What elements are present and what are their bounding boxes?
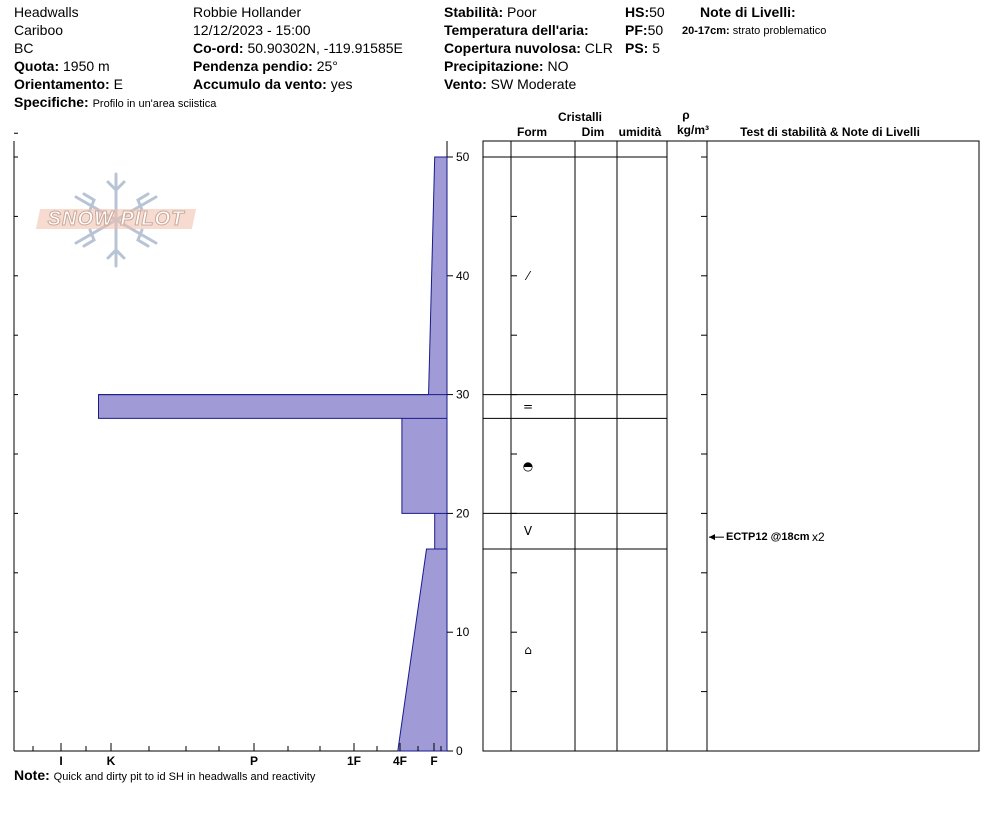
wind-value: SW Moderate: [490, 76, 577, 92]
specifics-value: Profilo in un'area sciistica: [92, 98, 217, 110]
layer-note-depth: 20-17cm:: [682, 25, 730, 37]
test-arrow-head: [709, 534, 715, 540]
region: Cariboo: [14, 22, 64, 38]
grain-form-symbol: ⁄: [526, 268, 530, 283]
wind-loading-value: yes: [330, 76, 353, 92]
hardness-tick-label: 4F: [392, 754, 408, 768]
coords-value: 50.90302N, -119.91585E: [247, 40, 403, 56]
elevation-value: 1950 m: [63, 58, 110, 74]
depth-tick-label: 30: [456, 387, 470, 402]
slope-label: Pendenza pendio:: [193, 58, 313, 74]
specifics-label: Specifiche:: [14, 94, 89, 110]
note-label: Note:: [14, 767, 50, 783]
depth-tick-label: 20: [456, 506, 470, 521]
depth-tick-label: 0: [456, 744, 463, 758]
datetime: 12/12/2023 - 15:00: [193, 22, 311, 38]
pf-label: PF:: [625, 22, 648, 38]
moisture-header: umidità: [618, 125, 662, 139]
rho-header: ρ: [682, 108, 690, 122]
layers-table-frame: [483, 141, 979, 751]
ps-label: PS:: [625, 40, 649, 56]
test-result-count: x2: [812, 530, 825, 545]
hs-value: 50: [649, 4, 665, 20]
sky-value: CLR: [584, 40, 613, 56]
wind-loading-label: Accumulo da vento:: [193, 76, 327, 92]
depth-tick-label: 10: [456, 625, 470, 640]
depth-tick-label: 50: [456, 150, 470, 164]
size-header: Dim: [581, 125, 605, 139]
air-temp-label: Temperatura dell'aria:: [444, 22, 589, 38]
stability-label: Stabilità:: [444, 4, 504, 20]
hardness-tick-label: 1F: [346, 754, 362, 768]
stability-value: Poor: [507, 4, 537, 20]
ps-value: 5: [652, 40, 661, 56]
layer-note-text: strato problematico: [732, 25, 827, 37]
hs-label: HS:: [625, 4, 650, 20]
elevation-label: Quota:: [14, 58, 60, 74]
pf-value: 50: [647, 22, 664, 38]
logo-text: SNOW PILOT: [47, 208, 185, 230]
grain-form-symbol: ⌂: [524, 643, 532, 658]
sky-label: Copertura nuvolosa:: [444, 40, 581, 56]
aspect-label: Orientamento:: [14, 76, 110, 92]
hardness-profile-area: [99, 157, 448, 751]
density-unit-header: kg/m³: [676, 123, 709, 137]
grain-form-symbol: ◓: [522, 458, 534, 473]
form-header: Form: [517, 125, 547, 139]
observer: Robbie Hollander: [193, 4, 302, 20]
province: BC: [14, 40, 34, 56]
hardness-tick-label: I: [59, 754, 63, 768]
test-result-label: ECTP12 @18cm: [726, 531, 810, 544]
precip-label: Precipitazione:: [444, 58, 544, 74]
tests-notes-header: Test di stabilità & Note di Livelli: [740, 125, 920, 139]
depth-tick-label: 40: [456, 268, 470, 283]
note-row: [14, 767, 315, 785]
precip-value: NO: [547, 58, 569, 74]
site-name: Headwalls: [14, 4, 79, 20]
layer-notes-title: Note di Livelli:: [700, 4, 796, 20]
hardness-tick-label: F: [430, 754, 438, 768]
hardness-tick-label: K: [106, 754, 116, 768]
coords-label: Co-ord:: [193, 40, 244, 56]
hardness-tick-label: P: [249, 754, 259, 768]
crystals-header: Cristalli: [557, 110, 602, 124]
slope-value: 25°: [316, 58, 338, 74]
wind-label: Vento:: [444, 76, 487, 92]
grain-form-symbol: V: [523, 524, 533, 539]
note-text: Quick and dirty pit to id SH in headwalls and reactivity: [53, 771, 316, 783]
aspect-value: E: [113, 76, 123, 92]
grain-form-symbol: =: [522, 399, 534, 414]
